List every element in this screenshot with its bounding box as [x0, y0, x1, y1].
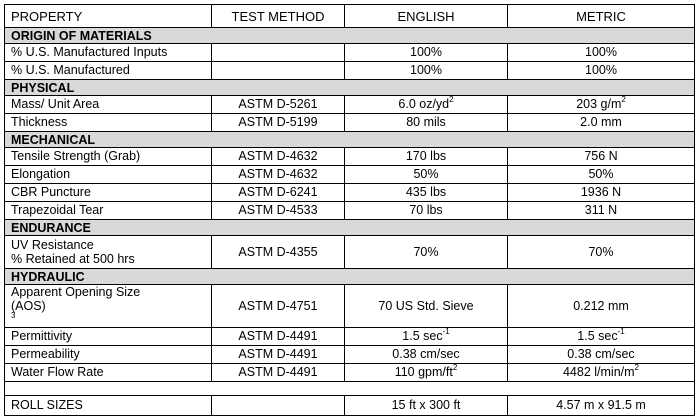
table-row	[5, 44, 695, 62]
header-english: ENGLISH	[345, 5, 508, 28]
property-cell: Water Flow Rate	[5, 364, 212, 382]
property-cell: Thickness	[5, 114, 212, 132]
property-cell: Apparent Opening Size (AOS) $^3$	[5, 285, 212, 328]
spacer-row	[5, 382, 695, 396]
property-cell: % U.S. Manufactured	[5, 62, 212, 80]
method-cell: ASTM D-4632	[212, 148, 345, 166]
spacer-cell	[5, 382, 695, 396]
section-mechanical	[5, 132, 695, 148]
metric-cell: 100%	[508, 44, 695, 62]
section-title: ENDURANCE	[5, 220, 695, 236]
method-cell: ASTM D-4632	[212, 166, 345, 184]
table-row	[5, 328, 695, 346]
specification-table	[4, 4, 695, 416]
table-row	[5, 202, 695, 220]
table-row	[5, 364, 695, 382]
method-cell: ASTM D-4491	[212, 364, 345, 382]
metric-cell: 203 $g/m^2$	[508, 96, 695, 114]
method-cell: ASTM D-4355	[212, 236, 345, 269]
property-cell: Permittivity	[5, 328, 212, 346]
metric-cell: 756 N	[508, 148, 695, 166]
metric-cell: 1.5 $\sec^{-1}$	[508, 328, 695, 346]
english-cell: 170 lbs	[345, 148, 508, 166]
method-cell: ASTM D-6241	[212, 184, 345, 202]
metric-cell: 1936 N	[508, 184, 695, 202]
method-cell: ASTM D-4751	[212, 285, 345, 328]
method-cell: ASTM D-4533	[212, 202, 345, 220]
metric-cell: 2.0 mm	[508, 114, 695, 132]
property-cell: UV Resistance % Retained at 500 hrs	[5, 236, 212, 269]
english-cell: 70 lbs	[345, 202, 508, 220]
english-cell: 100%	[345, 44, 508, 62]
section-title: HYDRAULIC	[5, 269, 695, 285]
metric-cell: 50%	[508, 166, 695, 184]
english-cell: 50%	[345, 166, 508, 184]
method-cell	[212, 62, 345, 80]
header-property: PROPERTY	[5, 5, 212, 28]
english-cell: 1.5 $\sec^{-1}$	[345, 328, 508, 346]
table-row	[5, 96, 695, 114]
table-row	[5, 114, 695, 132]
metric-cell: 311 N	[508, 202, 695, 220]
property-cell: Elongation	[5, 166, 212, 184]
english-cell: 70%	[345, 236, 508, 269]
english-cell: 0.38 cm/sec	[345, 346, 508, 364]
english-cell: 80 mils	[345, 114, 508, 132]
table-row	[5, 166, 695, 184]
property-cell: ROLL SIZES	[5, 396, 212, 416]
property-cell: Trapezoidal Tear	[5, 202, 212, 220]
table-row	[5, 285, 695, 328]
method-cell: ASTM D-4491	[212, 346, 345, 364]
method-cell: ASTM D-5199	[212, 114, 345, 132]
table-row	[5, 62, 695, 80]
english-cell: 435 lbs	[345, 184, 508, 202]
section-endurance	[5, 220, 695, 236]
section-physical	[5, 80, 695, 96]
section-title: PHYSICAL	[5, 80, 695, 96]
table-row	[5, 236, 695, 269]
method-cell	[212, 44, 345, 62]
metric-cell: 0.212 mm	[508, 285, 695, 328]
method-cell: ASTM D-5261	[212, 96, 345, 114]
method-cell	[212, 396, 345, 416]
property-cell: % U.S. Manufactured Inputs	[5, 44, 212, 62]
english-cell: 100%	[345, 62, 508, 80]
header-row	[5, 5, 695, 28]
section-title: ORIGIN OF MATERIALS	[5, 28, 695, 44]
method-cell: ASTM D-4491	[212, 328, 345, 346]
table-row	[5, 148, 695, 166]
english-cell: 15 ft x 300 ft	[345, 396, 508, 416]
section-title: MECHANICAL	[5, 132, 695, 148]
property-cell: Mass/ Unit Area	[5, 96, 212, 114]
property-cell: Permeability	[5, 346, 212, 364]
header-metric: METRIC	[508, 5, 695, 28]
roll-sizes-row	[5, 396, 695, 416]
metric-cell: 0.38 cm/sec	[508, 346, 695, 364]
header-test-method: TEST METHOD	[212, 5, 345, 28]
section-hydraulic	[5, 269, 695, 285]
table-row	[5, 346, 695, 364]
english-cell: 6.0 $oz/yd^2$	[345, 96, 508, 114]
metric-cell: 70%	[508, 236, 695, 269]
metric-cell: 4.57 m x 91.5 m	[508, 396, 695, 416]
english-cell: 70 US Std. Sieve	[345, 285, 508, 328]
section-origin	[5, 28, 695, 44]
metric-cell: 100%	[508, 62, 695, 80]
english-cell: 110 gpm/$ft^2$	[345, 364, 508, 382]
property-cell: CBR Puncture	[5, 184, 212, 202]
table-row	[5, 184, 695, 202]
property-cell: Tensile Strength (Grab)	[5, 148, 212, 166]
metric-cell: 4482 $l/\min/m^2$	[508, 364, 695, 382]
